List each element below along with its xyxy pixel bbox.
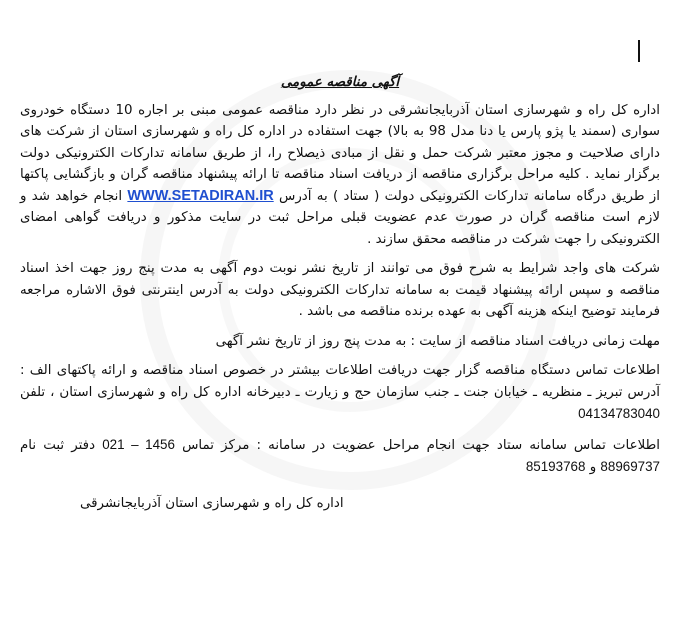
registration-phone-2: 85193768 xyxy=(525,459,586,474)
phone-conjunction: و xyxy=(589,460,597,475)
registration-phone-1: 88969737 xyxy=(600,459,660,474)
contact-address-text: اطلاعات تماس دستگاه مناقصه گزار جهت دریافت اطلاعات بیشتر در خصوص اسناد مناقصه و ارائه پاکتهای الف : آدرس تبریز ـ منظریه ـ خیابان جنت ـ جنب سازمان حج و زیارت ـ دبیرخانه اداره کل راه و شهرسازی استان ، تلفن xyxy=(20,363,660,400)
setad-website-link[interactable]: WWW.SETADIRAN.IR xyxy=(127,187,274,204)
issuer-signature: اداره کل راه و شهرسازی استان آذربایجانشرقی xyxy=(80,495,344,511)
notice-title: آگهی مناقصه عمومی xyxy=(280,75,400,90)
paragraph-deadline: مهلت زمانی دریافت اسناد مناقصه از سایت : به مدت پنج روز از تاریخ نشر آگهی xyxy=(215,333,660,349)
paragraph-setad-contact xyxy=(20,434,660,479)
paragraph-tender-description xyxy=(20,100,660,251)
paragraph-contact-info xyxy=(20,360,660,426)
contact-phone: 04134783040 xyxy=(578,406,660,421)
paragraph-eligibility: شرکت های واجد شرایط به شرح فوق می توانند از تاریخ نشر نوبت دوم آگهی به مدت پنج روز جهت اخذ اسناد مناقصه و سپس ارائه پیشنهاد قیمت به سامانه تدارکات الکترونیکی دولت به آدرس اینترنتی فوق الاشاره مراجعه فرمایند توضیح اینکه هزینه آگهی به عهده برنده مناقصه می باشد . xyxy=(20,261,660,319)
tender-notice-document xyxy=(20,72,660,514)
paragraph-1-text-b: انجام خواهد شد و لازم است مناقصه گران در صورت عدم عضویت قبلی مراحل ثبت در سایت مذکور و دریافت گواهی امضای الکترونیکی را جهت شرکت در مناقصه محقق سازند . xyxy=(20,188,660,247)
text-cursor xyxy=(638,40,640,62)
paragraph-1-text-a: اداره کل راه و شهرسازی استان آذربایجانشرقی در نظر دارد مناقصه عمومی مبنی بر اجاره 10 دستگاه خودروی سواری (سمند یا پژو پارس یا دنا مدل 98 به بالا) جهت استفاده در اداره کل راه و شهرسازی استان از شرکت های دارای صلاحیت و مجوز معتبر شرکت حمل و نقل از مبادی ذیصلاح را، از طریق سامانه تدارکات الکترونیکی دولت برگزار نماید . کلیه مراحل برگزاری مناقصه از دریافت اسناد مناقصه تا ارائه پیشنهاد مناقصه گران و بازگشایی پاکتها از طریق درگاه سامانه تدارکات الکترونیکی دولت ( ستاد ) به آدرس xyxy=(20,102,660,204)
setad-contact-text: اطلاعات تماس سامانه ستاد جهت انجام مراحل عضویت در سامانه : مرکز تماس xyxy=(182,437,660,453)
registration-office-label: دفتر ثبت نام xyxy=(20,437,96,453)
setad-call-center: 021 – 1456 xyxy=(102,436,175,452)
